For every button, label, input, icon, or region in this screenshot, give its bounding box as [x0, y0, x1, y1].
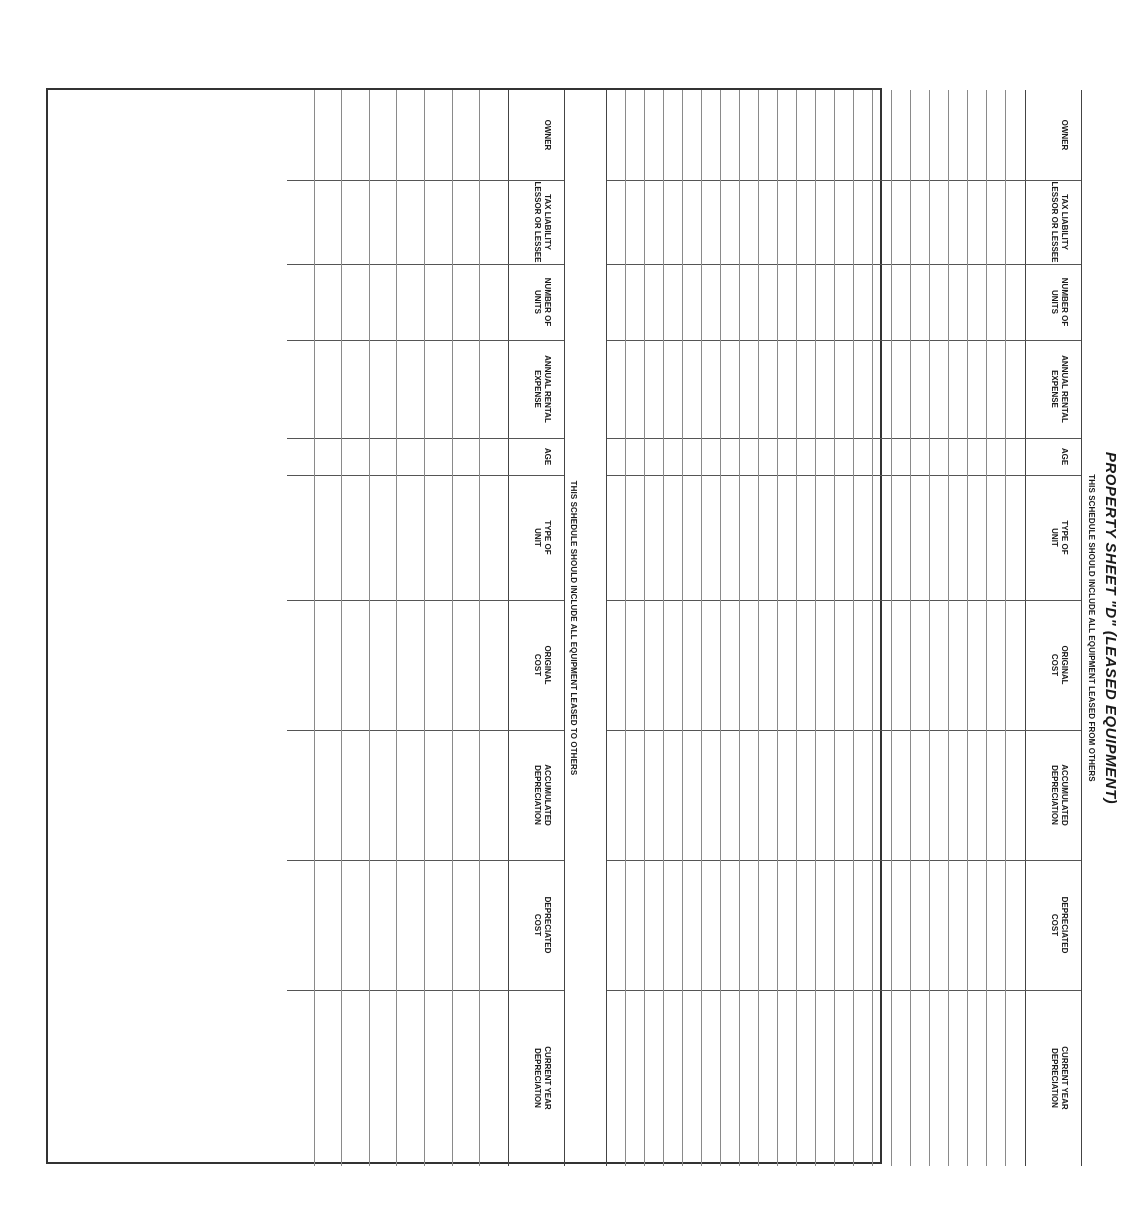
- column-header-owner: [1026, 90, 1081, 180]
- entry-row[interactable]: [370, 90, 398, 1166]
- column-header-original-cost: [1026, 600, 1081, 730]
- column-header-line2: COST: [533, 653, 542, 677]
- column-header-owner: [509, 90, 564, 180]
- column-header-line1: NUMBER OF: [543, 277, 552, 327]
- row-divider: [834, 90, 835, 1166]
- column-header-line2: UNIT: [533, 528, 542, 547]
- entry-row[interactable]: [664, 90, 683, 1166]
- column-header-accumulated-depreciation: [1026, 730, 1081, 860]
- entry-row[interactable]: [911, 90, 930, 1166]
- entry-row[interactable]: [342, 90, 370, 1166]
- column-header-line1: ORIGINAL: [1060, 645, 1069, 685]
- row-divider: [777, 90, 778, 1166]
- column-header-line2: DEPRECIATION: [533, 765, 542, 825]
- row-divider: [739, 90, 740, 1166]
- form-title: PROPERTY SHEET "D" (LEASED EQUIPMENT): [1102, 451, 1119, 805]
- column-header-line2: COST: [1050, 653, 1059, 677]
- column-header-line2: EXPENSE: [533, 370, 542, 408]
- column-header-line2: EXPENSE: [1050, 370, 1059, 408]
- entry-row[interactable]: [968, 90, 987, 1166]
- entry-row[interactable]: [816, 90, 835, 1166]
- row-divider: [663, 90, 664, 1166]
- column-header-annual-rental-expense: [1026, 340, 1081, 438]
- row-divider: [1005, 90, 1006, 1166]
- entry-row[interactable]: [778, 90, 797, 1166]
- entry-row[interactable]: [930, 90, 949, 1166]
- row-divider: [796, 90, 797, 1166]
- column-header-line1: AGE: [1060, 447, 1069, 466]
- column-header-line2: DEPRECIATION: [1050, 765, 1059, 825]
- column-header-line2: COST: [533, 913, 542, 937]
- entry-row[interactable]: [315, 90, 343, 1166]
- column-header-depreciated-cost: [1026, 860, 1081, 990]
- row-divider: [986, 90, 987, 1166]
- row-divider: [625, 90, 626, 1166]
- row-divider: [758, 90, 759, 1166]
- column-header-line1: CURRENT YEAR: [543, 1046, 552, 1110]
- entry-row[interactable]: [702, 90, 721, 1166]
- entry-row[interactable]: [721, 90, 740, 1166]
- column-header-line1: ACCUMULATED: [543, 764, 552, 826]
- entry-row[interactable]: [453, 90, 481, 1166]
- column-header-line1: TYPE OF: [543, 520, 552, 555]
- column-header-line1: OWNER: [1060, 119, 1069, 151]
- row-divider: [701, 90, 702, 1166]
- column-header-original-cost: [509, 600, 564, 730]
- entry-row[interactable]: [797, 90, 816, 1166]
- entry-row[interactable]: [740, 90, 759, 1166]
- row-divider: [948, 90, 949, 1166]
- column-header-depreciated-cost: [509, 860, 564, 990]
- entry-row[interactable]: [683, 90, 702, 1166]
- row-divider: [682, 90, 683, 1166]
- column-header-accumulated-depreciation: [509, 730, 564, 860]
- property-sheet-d-form: [46, 88, 1119, 1164]
- leased-from-instruction: THIS SCHEDULE SHOULD INCLUDE ALL EQUIPMENT LEASED FROM OTHERS: [1087, 474, 1096, 782]
- column-header-type-of-unit: [1026, 475, 1081, 600]
- row-divider: [479, 90, 480, 1166]
- row-divider: [929, 90, 930, 1166]
- column-header-line1: DEPRECIATED: [1060, 896, 1069, 954]
- entry-row[interactable]: [287, 90, 315, 1166]
- column-header-line1: NUMBER OF: [1060, 277, 1069, 327]
- column-header-number-of-units: [1026, 264, 1081, 340]
- row-divider: [314, 90, 315, 1166]
- row-divider: [815, 90, 816, 1166]
- rotated-form-page: [288, 90, 1124, 1166]
- column-header-line1: TAX LIABILITY: [1060, 194, 1069, 250]
- row-divider: [644, 90, 645, 1166]
- entry-row[interactable]: [854, 90, 873, 1166]
- column-header-age: [1026, 438, 1081, 475]
- table-header: [508, 90, 564, 1166]
- column-header-line2: UNIT: [1050, 528, 1059, 547]
- row-divider: [872, 90, 873, 1166]
- entry-row[interactable]: [626, 90, 645, 1166]
- row-divider: [910, 90, 911, 1166]
- column-header-line2: LESSOR OR LESSEE: [1050, 181, 1059, 263]
- row-divider: [397, 90, 398, 1166]
- column-header-line2: LESSOR OR LESSEE: [533, 181, 542, 263]
- entry-row[interactable]: [645, 90, 664, 1166]
- column-header-line1: ACCUMULATED: [1060, 764, 1069, 826]
- row-divider: [853, 90, 854, 1166]
- row-divider: [720, 90, 721, 1166]
- column-header-line1: OWNER: [543, 119, 552, 151]
- column-header-line1: DEPRECIATED: [543, 896, 552, 954]
- column-header-line1: AGE: [543, 447, 552, 466]
- column-header-line1: TYPE OF: [1060, 520, 1069, 555]
- row-divider: [891, 90, 892, 1166]
- column-header-line2: UNITS: [533, 289, 542, 314]
- column-header-age: [509, 438, 564, 475]
- leased-to-others-table: [287, 90, 565, 1166]
- column-header-line1: ORIGINAL: [543, 645, 552, 685]
- entry-row[interactable]: [892, 90, 911, 1166]
- column-header-line1: ANNUAL RENTAL: [543, 355, 552, 423]
- entry-row[interactable]: [1006, 90, 1025, 1166]
- column-header-tax-liability: [509, 180, 564, 264]
- column-header-type-of-unit: [509, 475, 564, 600]
- row-divider: [341, 90, 342, 1166]
- column-header-line2: UNITS: [1050, 289, 1059, 314]
- entry-row[interactable]: [873, 90, 892, 1166]
- entry-row[interactable]: [480, 90, 508, 1166]
- entry-row[interactable]: [987, 90, 1006, 1166]
- entry-row[interactable]: [835, 90, 854, 1166]
- column-header-current-year-depreciation: [1026, 990, 1081, 1166]
- column-header-number-of-units: [509, 264, 564, 340]
- row-divider: [369, 90, 370, 1166]
- row-divider: [424, 90, 425, 1166]
- column-header-annual-rental-expense: [509, 340, 564, 438]
- leased-from-others-table: [606, 90, 1082, 1166]
- column-header-tax-liability: [1026, 180, 1081, 264]
- entry-row[interactable]: [425, 90, 453, 1166]
- row-divider: [967, 90, 968, 1166]
- row-divider: [452, 90, 453, 1166]
- leased-to-instruction: THIS SCHEDULE SHOULD INCLUDE ALL EQUIPMENT LEASED TO OTHERS: [569, 480, 578, 776]
- column-header-line2: DEPRECIATION: [533, 1048, 542, 1108]
- table-header: [1025, 90, 1081, 1166]
- entry-row[interactable]: [398, 90, 426, 1166]
- entry-row[interactable]: [607, 90, 626, 1166]
- column-header-current-year-depreciation: [509, 990, 564, 1166]
- column-header-line1: ANNUAL RENTAL: [1060, 355, 1069, 423]
- entry-row[interactable]: [759, 90, 778, 1166]
- column-header-line1: CURRENT YEAR: [1060, 1046, 1069, 1110]
- column-header-line2: DEPRECIATION: [1050, 1048, 1059, 1108]
- entry-row[interactable]: [949, 90, 968, 1166]
- column-header-line1: TAX LIABILITY: [543, 194, 552, 250]
- column-header-line2: COST: [1050, 913, 1059, 937]
